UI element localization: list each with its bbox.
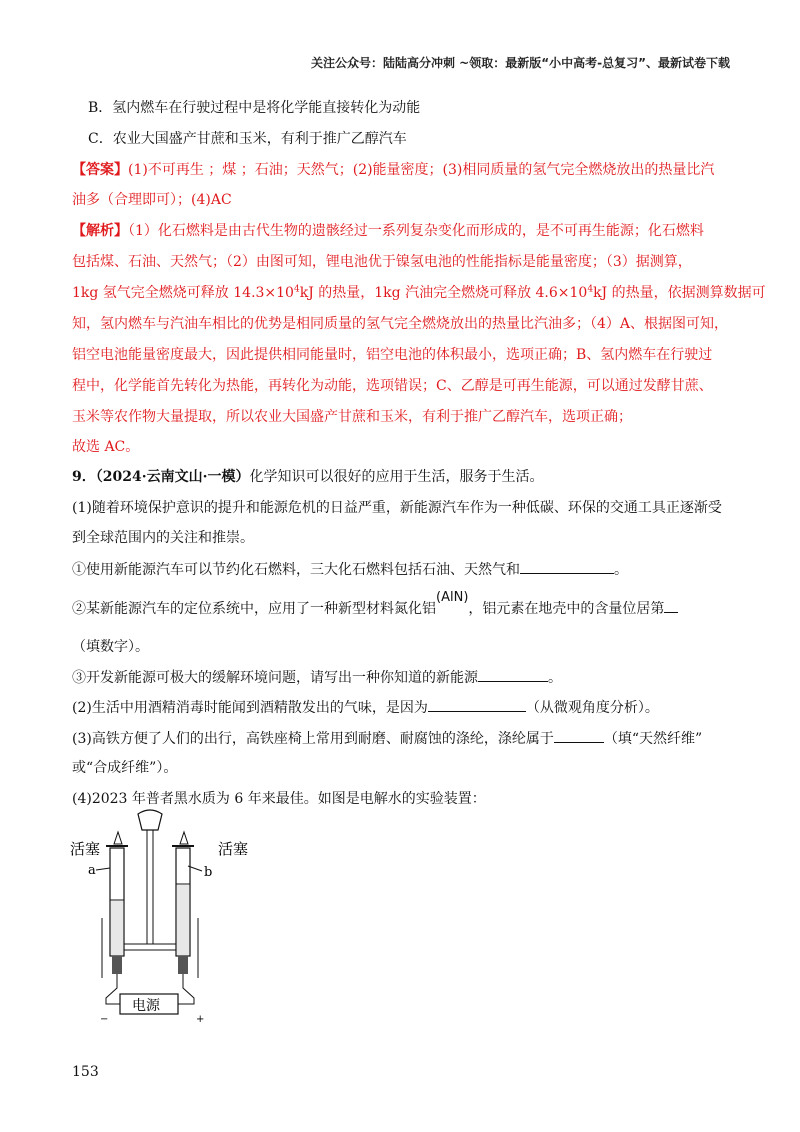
analysis-tag: 【解析】 bbox=[72, 223, 128, 239]
tube-label-b: b bbox=[204, 865, 213, 880]
stopcock-label-right: 活塞 bbox=[218, 840, 249, 858]
electrolysis-apparatus-figure bbox=[70, 808, 270, 1028]
part-1-line-a: (1)随着环境保护意识的提升和能源危机的日益严重，新能源汽车作为一种低碳、环保的交通工具正逐渐受 bbox=[72, 500, 722, 516]
exponent-1: 4 bbox=[293, 284, 300, 295]
sub-question-3-end: 。 bbox=[548, 670, 562, 686]
page-number: 153 bbox=[72, 1064, 99, 1080]
analysis-line-8: 故选 AC。 bbox=[72, 439, 140, 455]
left-tube bbox=[106, 832, 128, 956]
option-b: B．氢内燃车在行驶过程中是将化学能直接转化为动能 bbox=[88, 100, 421, 116]
analysis-line-4: 知，氢内燃车与汽油车相比的优势是相同质量的氢气完全燃烧放出的热量比汽油多；（4）A、根据图可知， bbox=[72, 316, 729, 332]
part-1-line-b: 到全球范围内的关注和推崇。 bbox=[72, 530, 254, 546]
question-number: 9． bbox=[72, 469, 96, 485]
sub-question-1-end: 。 bbox=[614, 562, 628, 578]
sub-question-3-text: ③开发新能源可极大的缓解环境问题，请写出一种你知道的新能源 bbox=[72, 670, 478, 686]
analysis-line-7: 玉米等农作物大量提取，所以农业大国盛产甘蔗和玉米，有利于推广乙醇汽车，选项正确； bbox=[72, 409, 632, 425]
analysis-text-3c: kJ 的热量，依据测算数据可 bbox=[593, 285, 766, 301]
question-source: （2024·云南文山·一模） bbox=[95, 469, 250, 485]
part-3-text-b: （填“天然纤维” bbox=[603, 731, 703, 747]
answer-blank-1[interactable] bbox=[520, 559, 614, 574]
sub-question-2-text-b: ，铝元素在地壳中的含量位居第 bbox=[468, 601, 665, 617]
answer-text-1: (1)不可再生 ；煤 ；石油；天然气；(2)能量密度；(3)相同质量的氢气完全燃烧放出的热量比汽 bbox=[128, 162, 715, 178]
page-header: 关注公众号：陆陆高分冲刺 ~领取：最新版“小中高考-总复习”、最新试卷下载 bbox=[311, 56, 730, 70]
sub-question-3 bbox=[72, 667, 734, 688]
analysis-line-6: 程中，化学能首先转化为热能，再转化为动能，选项错误；C、乙醇是可再生能源，可以通过发酵甘蔗、 bbox=[72, 378, 713, 394]
sub-question-2 bbox=[72, 590, 734, 620]
analysis-text-3b: kJ 的热量，1kg 汽油完全燃烧可释放 4.6×10 bbox=[299, 285, 588, 301]
question-9-title bbox=[72, 467, 734, 487]
analysis-text-3a: 1kg 氢气完全燃烧可释放 14.3×10 bbox=[72, 285, 294, 301]
negative-terminal: − bbox=[100, 1014, 109, 1025]
stopcock-label-left: 活塞 bbox=[70, 840, 101, 858]
part-3-text-a: (3)高铁方便了人们的出行，高铁座椅上常用到耐磨、耐腐蚀的涤纶，涤纶属于 bbox=[72, 731, 554, 747]
analysis-line-2: 包括煤、石油、天然气；（2）由图可知，锂电池优于镍氢电池的性能指标是能量密度；（3）据测算， bbox=[72, 254, 692, 270]
aln-formula: (AlN) bbox=[436, 590, 469, 605]
analysis-line-5: 铝空电池能量密度最大，因此提供相同能量时，铝空电池的体积最小，选项正确；B、氢内燃车在行驶过 bbox=[72, 347, 713, 363]
part-2 bbox=[72, 697, 734, 718]
answer-blank-2[interactable] bbox=[664, 598, 678, 613]
part-3 bbox=[72, 728, 734, 749]
center-funnel bbox=[124, 810, 176, 950]
analysis-line-1 bbox=[72, 221, 734, 241]
pointer-a bbox=[96, 868, 110, 870]
option-c: C．农业大国盛产甘蔗和玉米，有利于推广乙醇汽车 bbox=[88, 131, 407, 147]
sub-question-1-text: ①使用新能源汽车可以节约化石燃料，三大化石燃料包括石油、天然气和 bbox=[72, 562, 520, 578]
answer-blank-5[interactable] bbox=[554, 728, 604, 743]
aln-formula-text: AlN bbox=[441, 590, 464, 605]
answer-blank-4[interactable] bbox=[428, 697, 526, 712]
tube-label-a: a bbox=[88, 863, 96, 878]
sub-question-1 bbox=[72, 559, 734, 580]
part-4: (4)2023 年普者黑水质为 6 年来最佳。如图是电解水的实验装置： bbox=[72, 791, 486, 807]
answer-tag: 【答案】 bbox=[72, 162, 128, 178]
positive-terminal: + bbox=[196, 1014, 205, 1025]
question-stem: 化学知识可以很好的应用于生活，服务于生活。 bbox=[249, 469, 544, 485]
analysis-text-1: （1）化石燃料是由古代生物的遗骸经过一系列复杂变化而形成的，是不可再生能源；化石燃料 bbox=[128, 223, 704, 239]
sub-question-2-cont: （填数字）。 bbox=[72, 639, 149, 655]
part-2-text: (2)生活中用酒精消毒时能闻到酒精散发出的气味，是因为 bbox=[72, 700, 428, 716]
answer-line-2: 油多（合理即可）；(4)AC bbox=[72, 192, 232, 208]
right-tube bbox=[172, 832, 194, 956]
answer-blank-3[interactable] bbox=[478, 667, 548, 682]
analysis-line-3 bbox=[72, 283, 766, 303]
answer-line-1 bbox=[72, 160, 734, 180]
part-2-end: （从微观角度分析）。 bbox=[525, 700, 659, 716]
exponent-2: 4 bbox=[587, 284, 594, 295]
part-3-cont: 或“合成纤维”）。 bbox=[72, 760, 178, 776]
sub-question-2-text-a: ②某新能源汽车的定位系统中，应用了一种新型材料氮化铝 bbox=[72, 601, 436, 617]
power-supply-label: 电源 bbox=[132, 998, 160, 1014]
